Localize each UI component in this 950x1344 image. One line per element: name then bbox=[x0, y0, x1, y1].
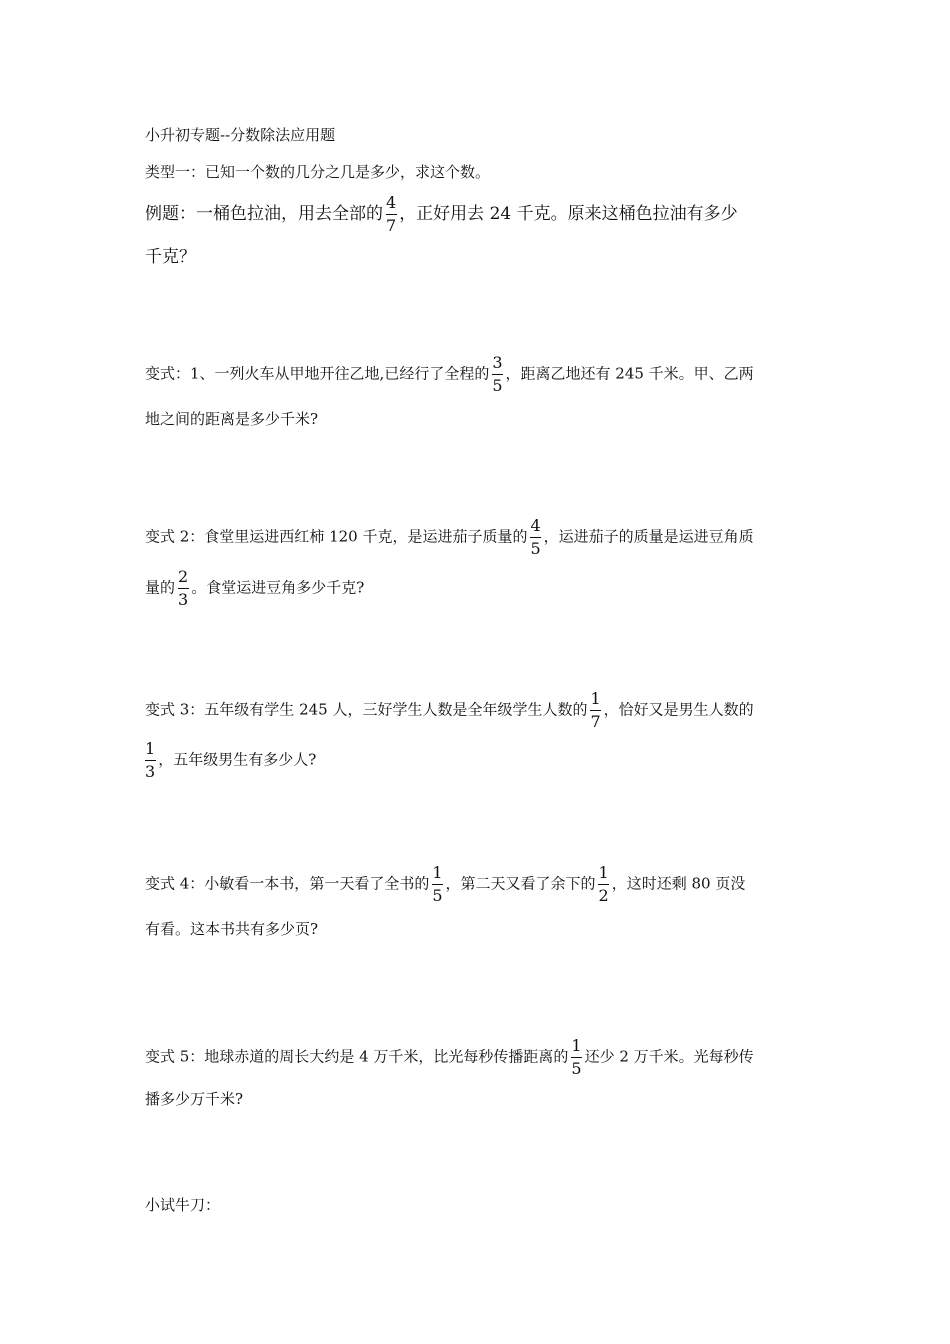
fraction-1-2: $\frac{1}{2}$ bbox=[598, 863, 609, 905]
variant4-line2: 有看。这本书共有多少页? bbox=[145, 920, 319, 938]
example-text-before: 例题：一桶色拉油，用去全部的 bbox=[145, 204, 383, 224]
type1-heading: 类型一：已知一个数的几分之几是多少，求这个数。 bbox=[145, 163, 491, 181]
example-text-after: ，正好用去 24 千克。原来这桶色拉油有多少 bbox=[399, 204, 738, 224]
variant3-line2: $\frac{1}{3}$ ，五年级男生有多少人? bbox=[145, 739, 317, 781]
variant2-line1: 变式 2：食堂里运进西红柿 120 千克，是运进茄子质量的 $\frac{4}{5}$ ，运进茄子的质量是运进豆角质 bbox=[145, 516, 754, 558]
variant5-line2: 播多少万千米? bbox=[145, 1090, 244, 1108]
variant1-line1: 变式：1、一列火车从甲地开往乙地,已经行了全程的 $\frac{3}{5}$ ，距离乙地还有 245 千米。甲、乙两 bbox=[145, 353, 754, 395]
fraction-4-7: $\frac{4}{7}$ bbox=[386, 193, 397, 235]
fraction-3-5: $\frac{3}{5}$ bbox=[492, 353, 503, 395]
example-line1 bbox=[145, 195, 738, 234]
fraction-1-5-b: $\frac{1}{5}$ bbox=[571, 1036, 582, 1078]
variant4-line1: 变式 4：小敏看一本书，第一天看了全书的 $\frac{1}{5}$ ，第二天又看了余下的 $\frac{1}{2}$ ，这时还剩 80 页没 bbox=[145, 863, 746, 905]
variant2-line2: 量的 $\frac{2}{3}$ 。食堂运进豆角多少千克? bbox=[145, 567, 365, 609]
fraction-1-5: $\frac{1}{5}$ bbox=[432, 863, 443, 905]
variant5-line1: 变式 5：地球赤道的周长大约是 4 万千米，比光每秒传播距离的 $\frac{1}{5}$ 还少 2 万千米。光每秒传 bbox=[145, 1036, 754, 1078]
fraction-2-3: $\frac{2}{3}$ bbox=[178, 567, 189, 609]
fraction-4-5: $\frac{4}{5}$ bbox=[530, 516, 541, 558]
fraction-1-3: $\frac{1}{3}$ bbox=[145, 739, 156, 781]
fraction-1-7: $\frac{1}{7}$ bbox=[590, 689, 601, 731]
variant1-line2: 地之间的距离是多少千米? bbox=[145, 410, 319, 428]
practice-heading: 小试牛刀： bbox=[145, 1196, 221, 1214]
document-title: 小升初专题--分数除法应用题 bbox=[145, 126, 336, 144]
variant3-line1: 变式 3：五年级有学生 245 人，三好学生人数是全年级学生人数的 $\frac{1}{7}$ ，恰好又是男生人数的 bbox=[145, 689, 754, 731]
example-line2: 千克？ bbox=[145, 247, 196, 267]
